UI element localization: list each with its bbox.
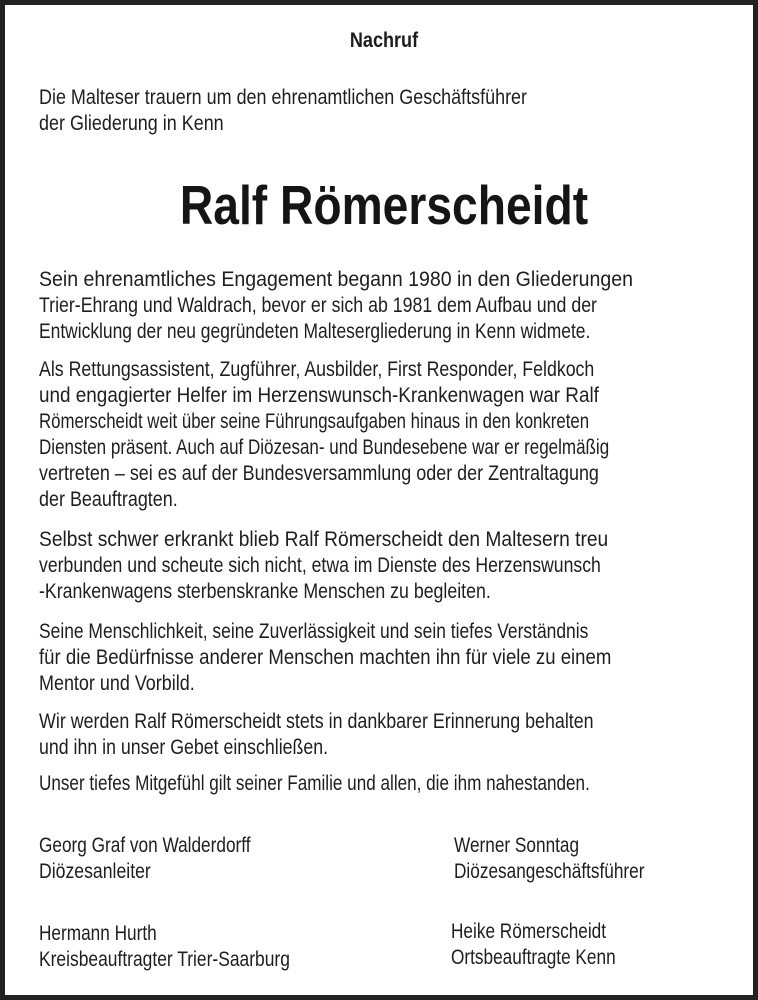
signatory-name: Georg Graf von Walderdorff: [39, 834, 251, 857]
intro-line: der Gliederung in Kenn: [39, 112, 224, 135]
paragraph-line: und engagierter Helfer im Herzenswunsch-Krankenwagen war Ralf: [39, 384, 599, 407]
signatory-role: Kreisbeauftragter Trier-Saarburg: [39, 948, 290, 971]
paragraph-line: und ihn in unser Gebet einschließen.: [39, 736, 329, 759]
signatory-role: Diözesangeschäftsführer: [454, 860, 645, 883]
intro-line: Die Malteser trauern um den ehrenamtlichen Geschäftsführer: [39, 86, 528, 109]
paragraph-line: Entwicklung der neu gegründeten Maltesergliederung in Kenn widmete.: [39, 320, 591, 343]
paragraph-line: Wir werden Ralf Römerscheidt stets in dankbarer Erinnerung behalten: [39, 710, 594, 733]
paragraph-line: Als Rettungsassistent, Zugführer, Ausbilder, First Responder, Feldkoch: [39, 358, 595, 381]
signatory-name: Hermann Hurth: [39, 922, 157, 945]
signatory-role: Diözesanleiter: [39, 860, 151, 883]
paragraph-line: Trier-Ehrang und Waldrach, bevor er sich ab 1981 dem Aufbau und der: [39, 294, 597, 317]
paragraph-line: Unser tiefes Mitgefühl gilt seiner Familie und allen, die ihm nahestanden.: [39, 772, 590, 795]
paragraph-line: Diensten präsent. Auch auf Diözesan- und Bundesebene war er regelmäßig: [39, 436, 610, 459]
paragraph-line: -Krankenwagens sterbenskranke Menschen zu begleiten.: [39, 580, 491, 603]
paragraph-line: Römerscheidt weit über seine Führungsaufgaben hinaus in den konkreten: [39, 410, 590, 433]
signatory-name: Werner Sonntag: [454, 834, 580, 857]
paragraph-line: der Beauftragten.: [39, 488, 178, 511]
paragraph-line: Mentor und Vorbild.: [39, 672, 195, 695]
notice-heading: Nachruf: [349, 29, 419, 52]
paragraph-line: Seine Menschlichkeit, seine Zuverlässigkeit und sein tiefes Verständnis: [39, 620, 589, 643]
paragraph-line: Sein ehrenamtliches Engagement begann 1980 in den Gliederungen: [39, 268, 633, 291]
deceased-name: Ralf Römerscheidt: [179, 174, 589, 236]
paragraph-line: Selbst schwer erkrankt blieb Ralf Römerscheidt den Maltesern treu: [39, 528, 609, 551]
paragraph-line: vertreten – sei es auf der Bundesversammlung oder der Zentraltagung: [39, 462, 599, 485]
signatory-name: Heike Römerscheidt: [451, 920, 607, 943]
paragraph-line: verbunden und scheute sich nicht, etwa im Dienste des Herzenswunsch: [39, 554, 601, 577]
signatory-role: Ortsbeauftragte Kenn: [451, 946, 616, 969]
paragraph-line: für die Bedürfnisse anderer Menschen machten ihn für viele zu einem: [39, 646, 612, 669]
